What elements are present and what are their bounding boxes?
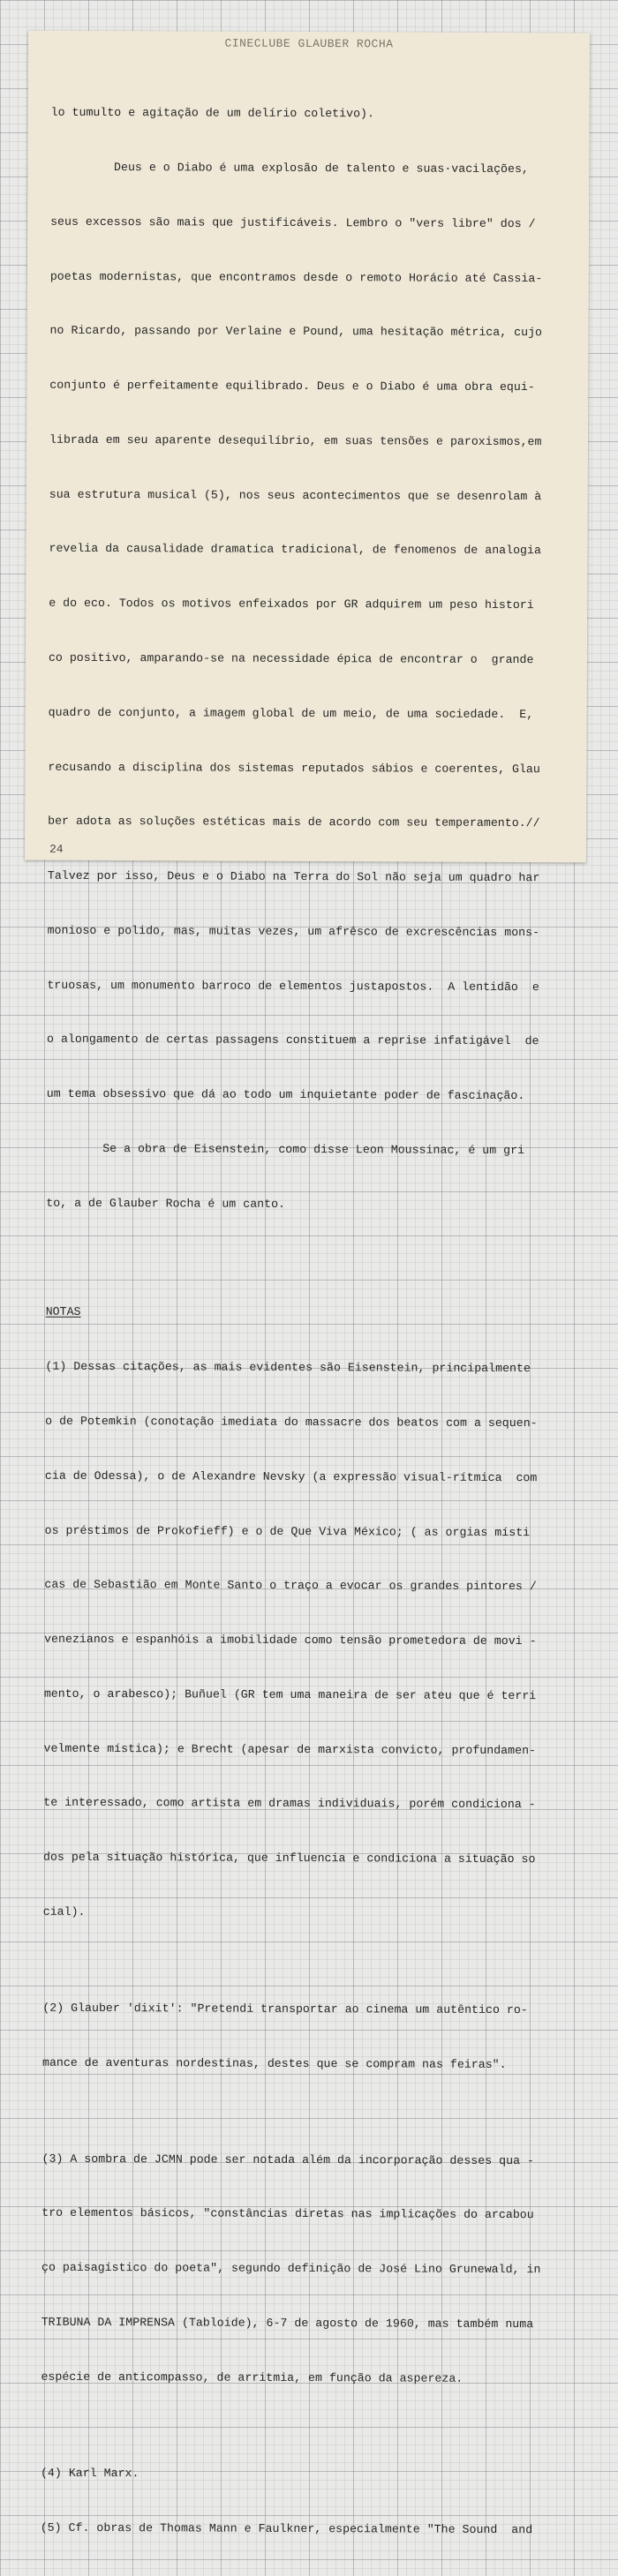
blank-line: [46, 1249, 576, 1269]
text-line: cia de Odessa), o de Alexandre Nevsky (a expressão visual-rítmica com: [44, 1468, 538, 1484]
text-line: truosas, um monumento barroco de elementos justapostos. A lentidão e: [47, 978, 539, 994]
text-line: te interessado, como artista em dramas individuais, porém condiciona -: [43, 1796, 536, 1812]
page-number: 24: [49, 842, 64, 856]
notes-heading: NOTAS: [45, 1305, 81, 1319]
text-line: lo tumulto e agitação de um delírio coletivo).: [50, 105, 375, 121]
text-line: ber adota as soluções estéticas mais de acordo com seu temperamento.//: [48, 815, 540, 830]
text-line: (1) Dessas citações, as mais evidentes são Eisenstein, principalmente: [45, 1359, 531, 1376]
text-line: co positivo, amparando-se na necessidade épica de encontrar o grande: [48, 650, 534, 667]
text-line: Se a obra de Eisenstein, como disse Leon Moussinac, é um gri: [46, 1141, 525, 1158]
text-line: os préstimos de Prokofieff) e o de Que Viva México; ( as orgias místi: [44, 1523, 531, 1539]
text-line: revelia da causalidade dramatica tradicional, de fenomenos de analogia: [49, 542, 541, 558]
text-line: e do eco. Todos os motivos enfeixados por GR adquirem um peso histori: [49, 596, 534, 612]
text-line: cial).: [42, 1904, 86, 1919]
text-line: Talvez por isso, Deus e o Diabo na Terra do Sol não seja um quadro har: [47, 868, 540, 885]
text-line: seus excessos são mais que justificáveis. Lembro o "vers libre" dos /: [50, 214, 536, 230]
text-line: Deus e o Diabo é uma explosão de talento e suas·vacilações,: [50, 160, 529, 176]
note-spacer: [41, 2422, 570, 2430]
text-line: espécie de anticompasso, de arritmia, em função da aspereza.: [41, 2369, 464, 2385]
text-line: TRIBUNA DA IMPRENSA (Tabloide), 6-7 de agosto de 1960, mas também numa: [41, 2315, 534, 2332]
text-line: no Ricardo, passando por Verlaine e Pound, uma hesitação métrica, cujo: [49, 324, 543, 340]
text-line: dos pela situação histórica, que influencia e condiciona a situação so: [42, 1850, 536, 1866]
body-text: [40, 68, 580, 2576]
text-line: (4) Karl Marx.: [40, 2466, 139, 2480]
page-header: CINECLUBE GLAUBER ROCHA: [224, 36, 394, 51]
text-line: o de Potemkin (conotação imediata do massacre dos beatos com a sequen-: [45, 1414, 538, 1431]
text-line: velmente mística); e Brecht (apesar de marxista convicto, profundamen-: [43, 1741, 537, 1757]
text-line: librada em seu aparente desequilíbrio, em suas tensões e paroxismos,em: [49, 432, 542, 449]
document-page: [25, 31, 590, 2536]
text-line: mento, o arabesco); Buñuel (GR tem uma maneira de ser ateu que é terri: [43, 1686, 537, 1702]
text-line: (5) Cf. obras de Thomas Mann e Faulkner, especialmente "The Sound and: [40, 2520, 533, 2536]
text-line: conjunto é perfeitamente equilibrado. Deus e o Diabo é uma obra equi-: [49, 378, 535, 394]
note-spacer: [42, 2108, 572, 2116]
note-spacer: [42, 1957, 572, 1965]
text-line: to, a de Glauber Rocha é um canto.: [46, 1196, 286, 1211]
text-line: sua estrutura musical (5), nos seus acontecimentos que se desenrolam à: [49, 487, 542, 503]
text-line: poetas modernistas, que encontramos desde o remoto Horácio até Cassia-: [49, 269, 543, 285]
text-line: recusando a disciplina dos sistemas reputados sábios e coerentes, Glau: [48, 760, 540, 776]
text-line: (3) A sombra de JCMN pode ser notada além da incorporação desses qua -: [41, 2152, 535, 2167]
text-line: tro elementos básicos, "constâncias diretas nas implicações do arcabou: [41, 2206, 534, 2222]
text-line: quadro de conjunto, a imagem global de um meio, de uma sociedade. E,: [48, 705, 534, 721]
text-line: monioso e polido, mas, muitas vezes, um afrêsco de excrescências mons-: [47, 923, 540, 940]
text-line: um tema obsessivo que dá ao todo um inquietante poder de fascinação.: [46, 1086, 525, 1103]
text-line: o alongamento de certas passagens constituem a reprise infatigável de: [47, 1033, 539, 1048]
text-line: cas de Sebastião em Monte Santo o traço a evocar os grandes pintores /: [44, 1577, 537, 1594]
text-line: venezianos e espanhóis a imobilidade como tensão prometedora de movi -: [44, 1632, 537, 1648]
text-line: ço paisagístico do poeta", segundo definição de José Lino Grunewald, in: [41, 2260, 541, 2277]
text-line: mance de aventuras nordestinas, destes que se compram nas feiras".: [41, 2055, 507, 2071]
text-line: (2) Glauber 'dixit': "Pretendi transportar ao cinema um autêntico ro-: [42, 2001, 528, 2017]
